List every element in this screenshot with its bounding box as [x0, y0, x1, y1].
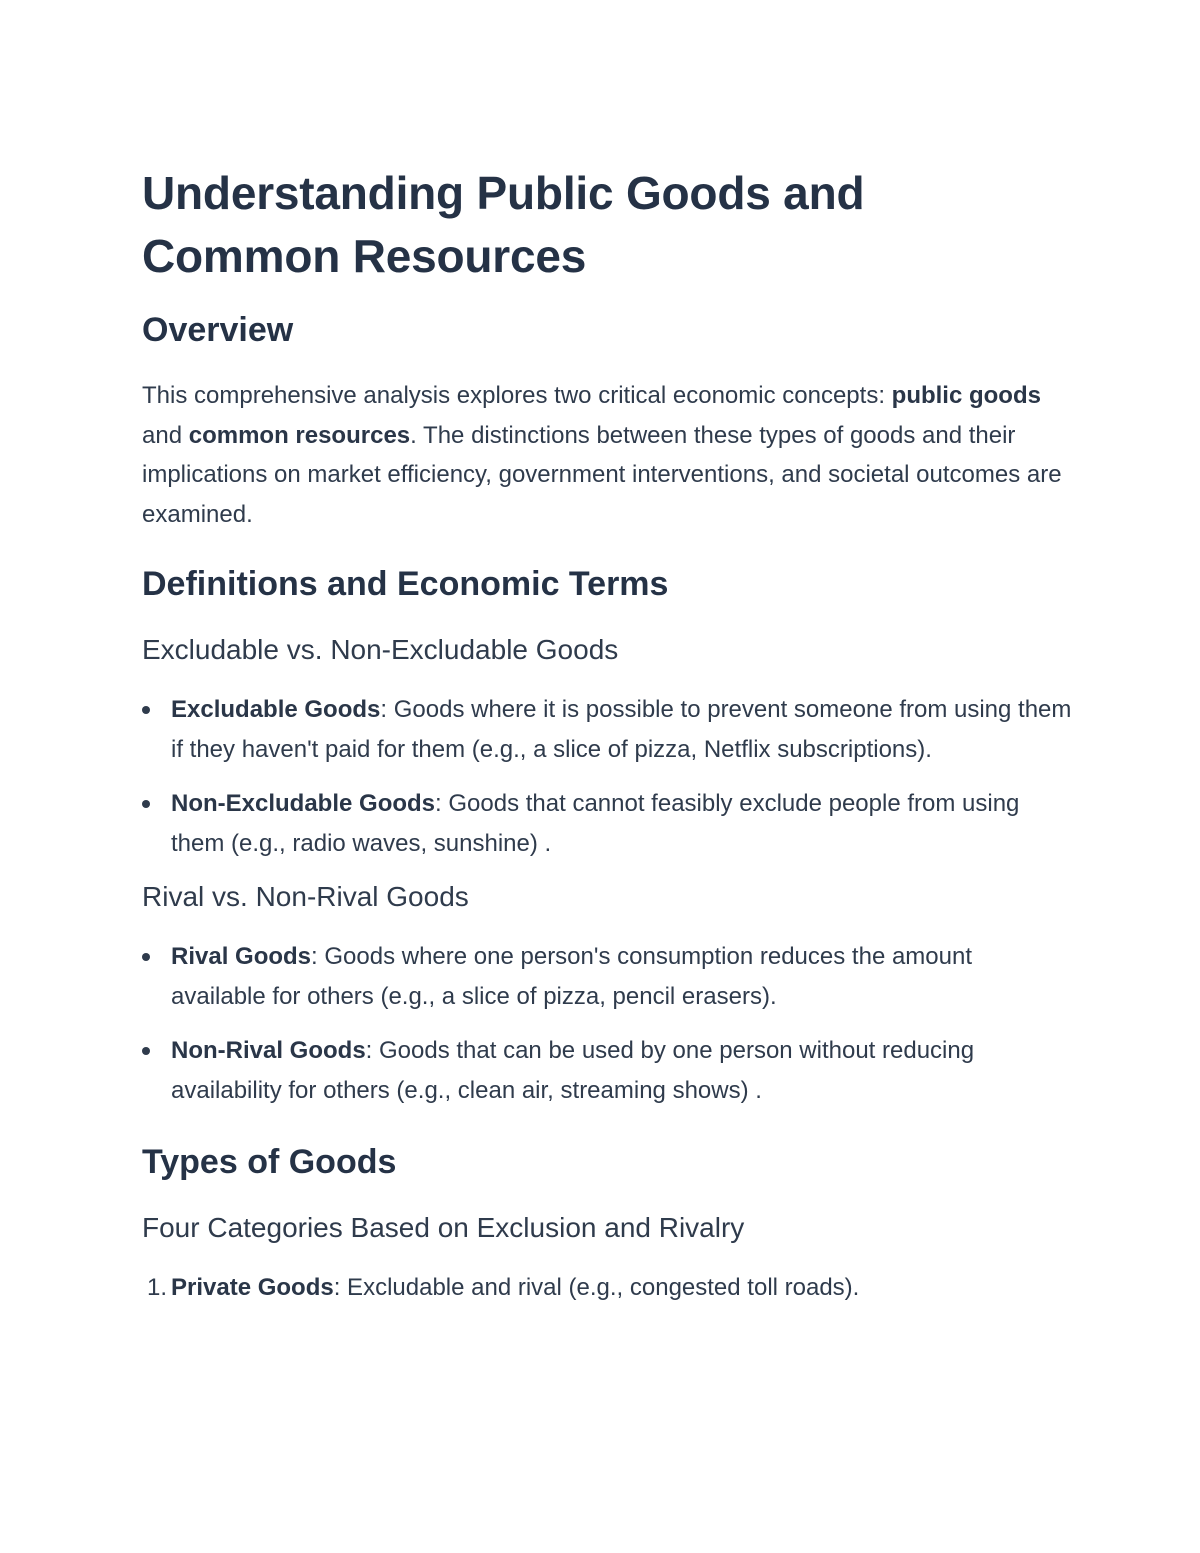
four-categories-subheading: Four Categories Based on Exclusion and Rivalry: [142, 1212, 745, 1243]
term: Non-Excludable Goods: [171, 790, 436, 817]
list-item: [142, 1031, 1072, 1110]
definition: : Goods where one person's consumption reduces the amount available for others (e.g., a slice of pizza, pencil erasers).: [171, 943, 973, 1010]
list-number: 1.: [147, 1274, 168, 1301]
overview-bold-common-resources: common resources: [188, 421, 411, 449]
bullet-icon: [142, 706, 150, 714]
rival-list: [142, 937, 1072, 1110]
overview-paragraph: [142, 376, 1072, 534]
bullet-icon: [142, 1047, 150, 1055]
excludable-subheading: Excludable vs. Non-Excludable Goods: [142, 634, 619, 665]
definition: : Excludable and rival (e.g., congested toll roads).: [333, 1274, 860, 1301]
term: Rival Goods: [171, 943, 312, 970]
document-page: [142, 162, 1072, 1308]
rival-subheading: Rival vs. Non-Rival Goods: [142, 881, 469, 912]
list-item: [142, 1268, 1072, 1308]
definition: : Goods that can be used by one person without reducing availability for others (e.g., clean air, streaming shows) .: [171, 1037, 975, 1104]
overview-text-3: . The distinctions between these types of goods and their implications on market efficiency, government interventions, and societal outcomes are examined.: [142, 421, 1062, 528]
overview-bold-public-goods: public goods: [891, 382, 1041, 409]
document-title: Understanding Public Goods and Common Resources: [142, 167, 865, 282]
list-item: [142, 784, 1072, 863]
list-item: [142, 937, 1072, 1016]
excludable-list: [142, 690, 1072, 863]
definition: : Goods that cannot feasibly exclude people from using them (e.g., radio waves, sunshine) .: [171, 790, 1020, 857]
categories-list: [142, 1268, 1072, 1308]
types-heading: Types of Goods: [142, 1143, 397, 1181]
overview-text-2: and: [142, 421, 189, 449]
overview-text-1: This comprehensive analysis explores two critical economic concepts:: [142, 382, 892, 409]
definitions-heading: Definitions and Economic Terms: [142, 565, 669, 603]
term: Excludable Goods: [171, 696, 381, 723]
list-item: [142, 690, 1072, 769]
bullet-icon: [142, 953, 150, 961]
overview-heading: Overview: [142, 311, 294, 349]
definition: : Goods where it is possible to prevent someone from using them if they haven't paid for them (e.g., a slice of pizza, Netflix subscriptions).: [171, 696, 1072, 763]
term: Non-Rival Goods: [171, 1037, 366, 1064]
term: Private Goods: [171, 1274, 334, 1301]
bullet-icon: [142, 800, 150, 808]
